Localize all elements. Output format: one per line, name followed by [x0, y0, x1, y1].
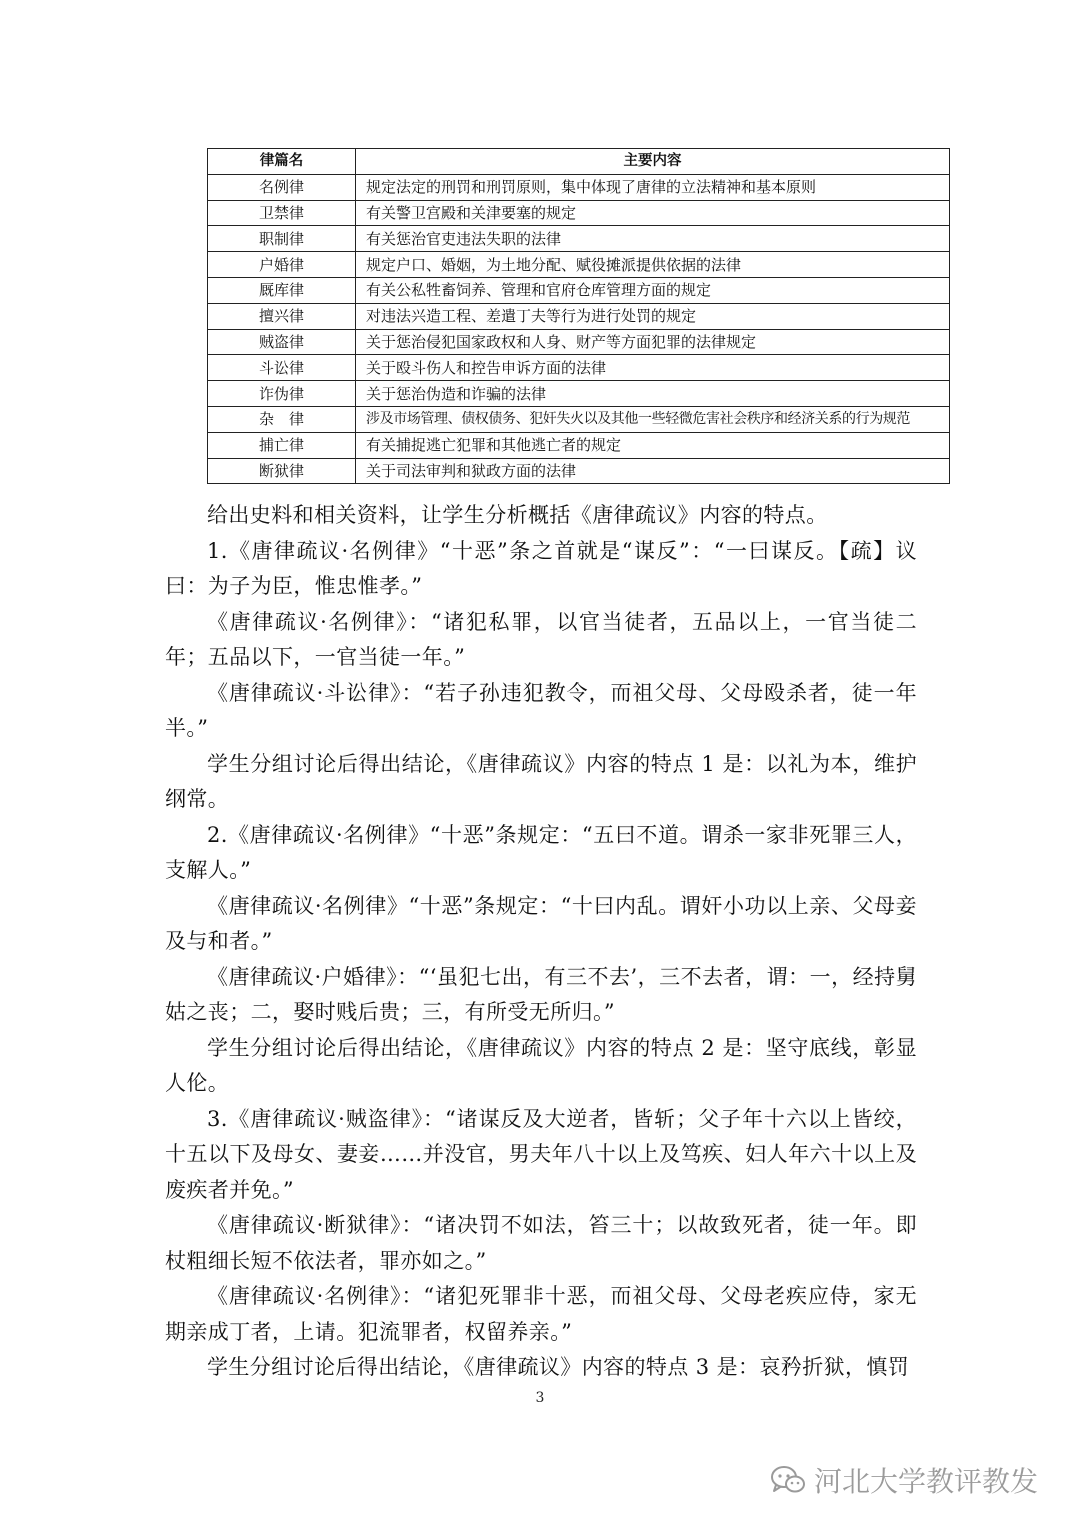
chapter-content: 对违法兴造工程、差遣丁夫等行为进行处罚的规定 [356, 303, 950, 329]
chapter-name: 斗讼律 [208, 355, 356, 381]
source-quote: 《唐律疏议·名例律》“十恶”条规定：“十曰内乱。谓奸小功以上亲、父母妾及与和者。” [165, 893, 917, 953]
conclusion-paragraph: 学生分组讨论后得出结论，《唐律疏议》内容的特点 1 是：以礼为本，维护纲常。 [165, 751, 917, 811]
source-quote: 《唐律疏议·断狱律》：“诸决罚不如法，笞三十；以故致死者，徒一年。即杖粗细长短不依法者，罪亦如之。” [165, 1213, 917, 1273]
chapter-name: 擅兴律 [208, 303, 356, 329]
conclusion-paragraph: 学生分组讨论后得出结论，《唐律疏议》内容的特点 3 是：哀矜折狱，慎罚 [207, 1355, 910, 1379]
header-chapter-name: 律篇名 [208, 149, 356, 175]
source-quote: 2.《唐律疏议·名例律》“十恶”条规定：“五曰不道。谓杀一家非死罪三人，支解人。” [165, 822, 917, 882]
table-row [208, 200, 950, 226]
source-quote: 1.《唐律疏议·名例律》“十恶”条之首就是“谋反”：“一曰谋反。【疏】议曰：为子为臣，惟忠惟孝。” [165, 538, 917, 598]
table-row [208, 329, 950, 355]
table-row [208, 277, 950, 303]
table-header-row [208, 149, 950, 175]
source-quote: 《唐律疏议·名例律》：“诸犯私罪，以官当徒者，五品以上，一官当徒二年；五品以下，一官当徒一年。” [165, 609, 917, 669]
table-row [208, 381, 950, 407]
chapter-content: 有关捕捉逃亡犯罪和其他逃亡者的规定 [356, 432, 950, 458]
source-quote: 《唐律疏议·名例律》：“诸犯死罪非十恶，而祖父母、父母老疾应侍，家无期亲成丁者，上请。犯流罪者，权留养亲。” [165, 1284, 917, 1344]
chapter-name: 职制律 [208, 226, 356, 252]
intro-paragraph: 给出史料和相关资料，让学生分析概括《唐律疏议》内容的特点。 [207, 503, 828, 527]
page-number: 3 [535, 1390, 545, 1406]
chapter-content: 关于殴斗伤人和控告申诉方面的法律 [356, 355, 950, 381]
chapter-content: 有关惩治官吏违法失职的法律 [356, 226, 950, 252]
chapter-content: 关于惩治伪造和诈骗的法律 [356, 381, 950, 407]
table-row [208, 432, 950, 458]
table-row [208, 226, 950, 252]
conclusion-paragraph: 学生分组讨论后得出结论，《唐律疏议》内容的特点 2 是：坚守底线，彰显人伦。 [165, 1035, 917, 1095]
chapter-name: 户婚律 [208, 252, 356, 278]
law-chapters-table [207, 148, 950, 484]
chapter-content: 规定法定的刑罚和刑罚原则，集中体现了唐律的立法精神和基本原则 [356, 174, 950, 200]
table-row [208, 458, 950, 484]
chapter-content: 关于司法审判和狱政方面的法律 [356, 458, 950, 484]
chapter-name: 厩库律 [208, 277, 356, 303]
table-row [208, 174, 950, 200]
source-quote: 《唐律疏议·户婚律》：“‘虽犯七出，有三不去’，三不去者，谓：一，经持舅姑之丧；二，娶时贱后贵；三，有所受无所归。” [165, 964, 917, 1024]
table-row [208, 355, 950, 381]
chapter-content: 有关警卫宫殿和关津要塞的规定 [356, 200, 950, 226]
header-main-content: 主要内容 [356, 149, 950, 175]
table-row [208, 303, 950, 329]
chapter-name: 断狱律 [208, 458, 356, 484]
chapter-name: 杂 律 [208, 406, 356, 432]
chapter-name: 捕亡律 [208, 432, 356, 458]
chapter-content: 涉及市场管理、债权债务、犯奸失火以及其他一些轻微危害社会秩序和经济关系的行为规范 [356, 406, 950, 432]
table-row [208, 252, 950, 278]
chapter-content: 规定户口、婚姻，为土地分配、赋役摊派提供依据的法律 [356, 252, 950, 278]
chapter-name: 贼盗律 [208, 329, 356, 355]
watermark [770, 1460, 1038, 1500]
chapter-name: 诈伪律 [208, 381, 356, 407]
chapter-content: 有关公私牲畜饲养、管理和官府仓库管理方面的规定 [356, 277, 950, 303]
watermark-text: 河北大学教评教发 [813, 1465, 1038, 1498]
source-quote: 3.《唐律疏议·贼盗律》：“诸谋反及大逆者，皆斩；父子年十六以上皆绞，十五以下及母女、妻妾……并没官，男夫年八十以上及笃疾、妇人年六十以上及废疾者并免。” [165, 1106, 917, 1202]
chapter-name: 卫禁律 [208, 200, 356, 226]
wechat-icon [770, 1465, 806, 1495]
body-text [165, 498, 917, 1386]
chapter-name: 名例律 [208, 174, 356, 200]
source-quote: 《唐律疏议·斗讼律》：“若子孙违犯教令，而祖父母、父母殴杀者，徒一年半。” [165, 680, 917, 740]
chapter-content: 关于惩治侵犯国家政权和人身、财产等方面犯罪的法律规定 [356, 329, 950, 355]
table-row [208, 406, 950, 432]
